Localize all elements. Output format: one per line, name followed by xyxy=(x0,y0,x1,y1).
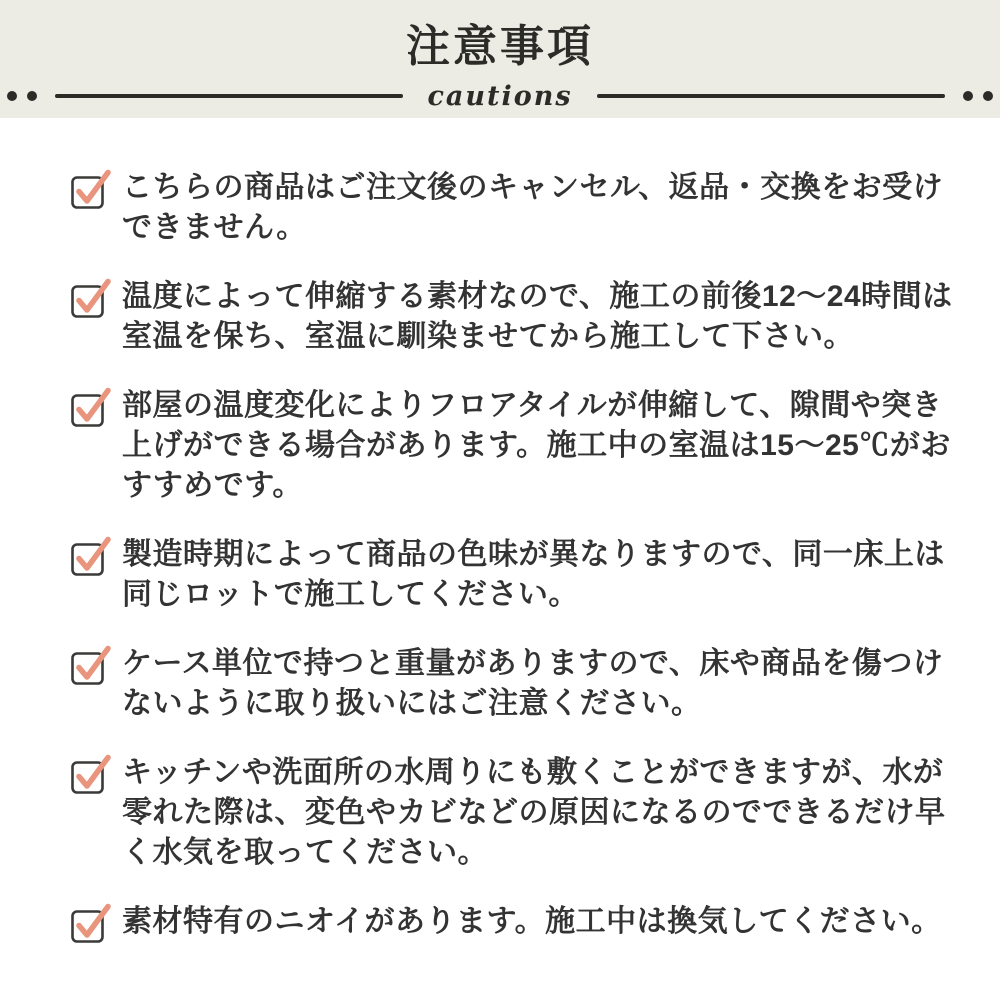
caution-text: ケース単位で持つと重量がありますので、床や商品を傷つけないように取り扱いにはご注意ください。 xyxy=(122,647,944,720)
checked-checkbox-icon xyxy=(70,644,112,686)
caution-item xyxy=(70,535,980,615)
checked-checkbox-icon xyxy=(70,386,112,428)
divider-dot-icon xyxy=(983,91,993,101)
divider-line xyxy=(597,94,945,98)
caution-text: 部屋の温度変化によりフロアタイルが伸縮して、隙間や突き上げができる場合があります。施工中の室温は15〜25℃がおすすめです。 xyxy=(122,389,951,502)
caution-item xyxy=(70,386,980,506)
checked-checkbox-icon xyxy=(70,277,112,319)
caution-text: キッチンや洗面所の水周りにも敷くことができますが、水が零れた際は、変色やカビなどの原因になるのでできるだけ早く水気を取ってください。 xyxy=(122,756,946,869)
checked-checkbox-icon xyxy=(70,168,112,210)
caution-item xyxy=(70,902,980,944)
header-divider xyxy=(0,80,1000,112)
caution-text: 製造時期によって商品の色味が異なりますので、同一床上は同じロットで施工してください。 xyxy=(122,538,945,611)
divider-dot-icon xyxy=(963,91,973,101)
divider-line xyxy=(55,94,403,98)
checked-checkbox-icon xyxy=(70,753,112,795)
caution-item xyxy=(70,644,980,724)
page-title: 注意事項 xyxy=(406,22,594,71)
caution-item xyxy=(70,277,980,357)
divider-dot-icon xyxy=(7,91,17,101)
header-subtitle: cautions xyxy=(427,80,573,112)
caution-item xyxy=(70,753,980,873)
caution-item xyxy=(70,168,980,248)
checked-checkbox-icon xyxy=(70,902,112,944)
caution-text: こちらの商品はご注文後のキャンセル、返品・交換をお受けできません。 xyxy=(122,171,944,244)
cautions-list xyxy=(0,118,1000,944)
cautions-header xyxy=(0,0,1000,118)
caution-text: 温度によって伸縮する素材なので、施工の前後12〜24時間は室温を保ち、室温に馴染ませてから施工して下さい。 xyxy=(122,280,953,353)
divider-dot-icon xyxy=(27,91,37,101)
caution-text: 素材特有のニオイがあります。施工中は換気してください。 xyxy=(122,905,942,938)
checked-checkbox-icon xyxy=(70,535,112,577)
